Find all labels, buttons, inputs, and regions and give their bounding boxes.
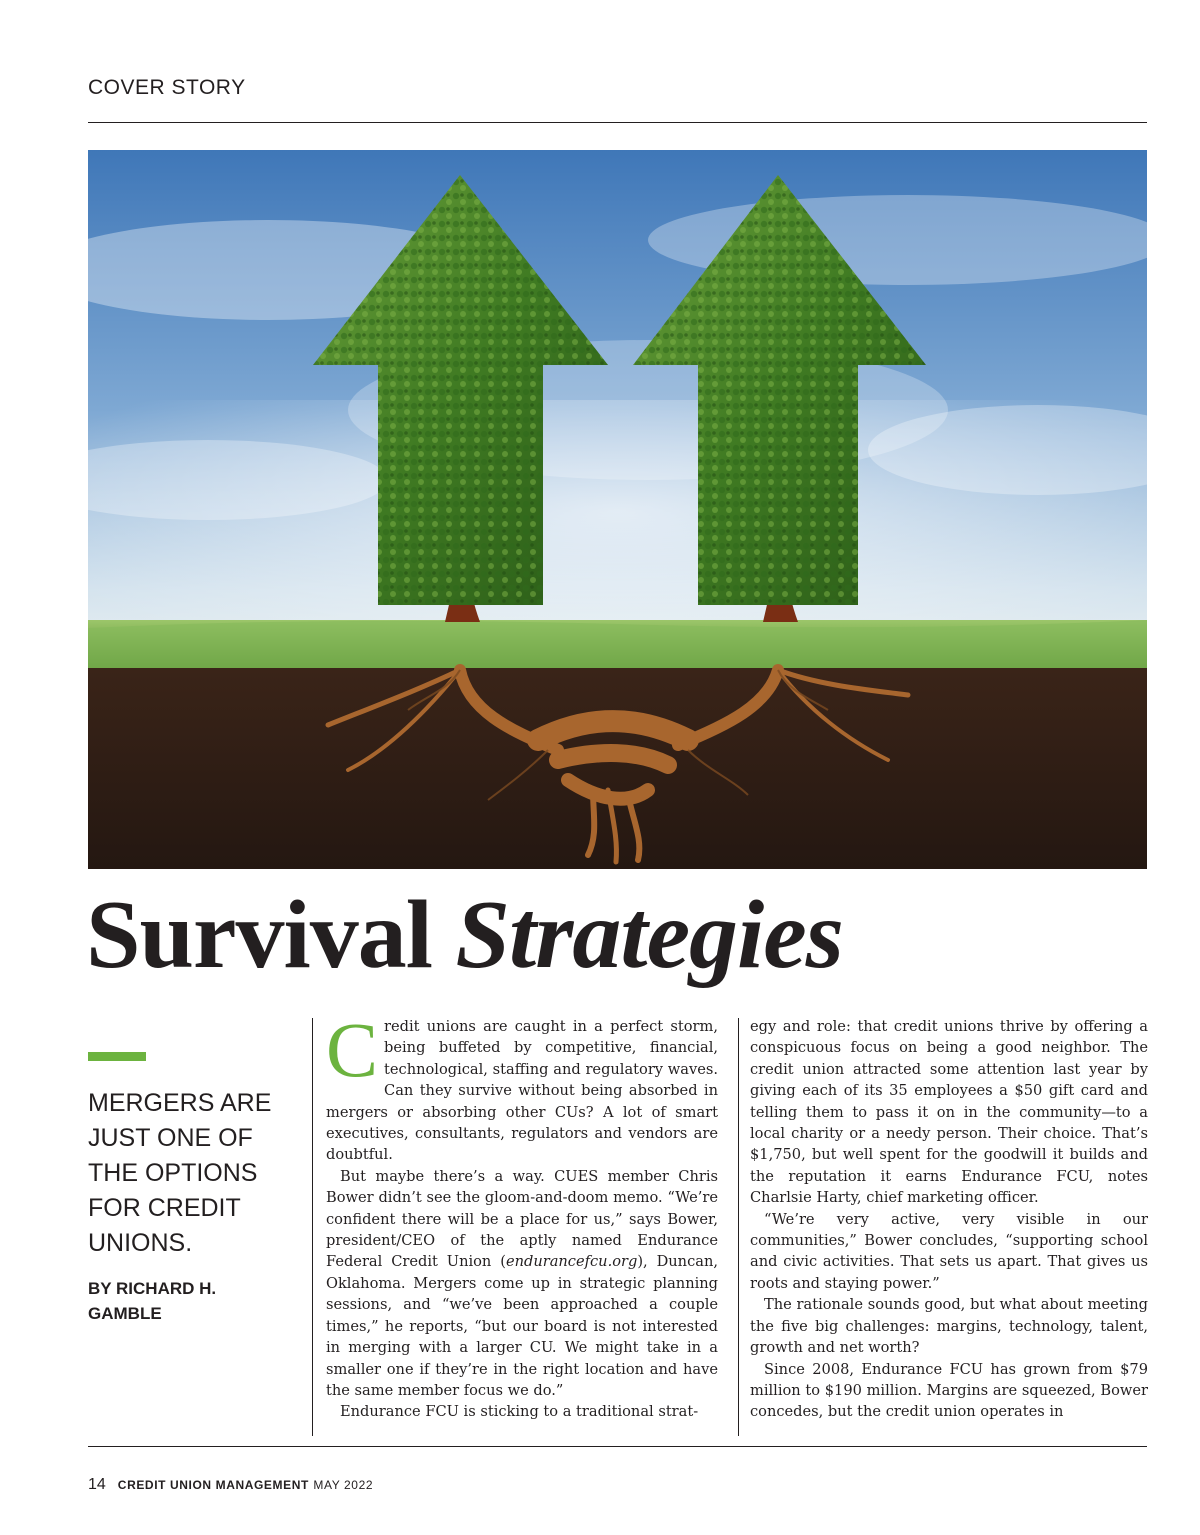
column-divider xyxy=(312,1018,313,1436)
headline xyxy=(86,882,843,990)
deck: MERGERS ARE JUST ONE OF THE OPTIONS FOR CREDIT UNIONS. xyxy=(88,1089,272,1257)
hero-image xyxy=(88,150,1147,869)
section-label: COVER STORY xyxy=(88,76,246,99)
paragraph-text: ), Duncan, Oklahoma. Mergers come up in strategic planning sessions, and “we’ve been approached a couple times,” he reports, “but our board is not interested in merging with a larger CU. We might take in a smaller one if they’re in the right location and have the same member focus we do.” xyxy=(326,1253,718,1399)
credit-union-url: endurancefcu.org xyxy=(505,1253,638,1271)
drop-cap: C xyxy=(326,1006,379,1093)
page-footer xyxy=(88,1476,373,1494)
paragraph: “We’re very active, very visible in our communities,” Bower concludes, “supporting school and civic activities. That sets us apart. That gives us roots and staying power.” xyxy=(750,1210,1148,1292)
article-column-1 xyxy=(326,1006,718,1423)
issue-date: MAY 2022 xyxy=(313,1478,374,1492)
paragraph xyxy=(326,1006,718,1166)
bottom-rule xyxy=(88,1446,1147,1447)
paragraph-text: redit unions are caught in a perfect storm, being buffeted by competitive, financial, technological, staffing and regulatory waves. Can they survive without being absorbed in mergers or absorbing other CUs? A lot of smart executives, consultants, regulators and vendors are doubtful. xyxy=(326,1018,718,1164)
paragraph: egy and role: that credit unions thrive by offering a conspicuous focus on being a good neighbor. The credit union attracted some attention last year by giving each of its 35 employees a $50 gift card and telling them to pass it on in the community—to a local charity or a needy person. Their choice. That’s $1,750, but well spent for the goodwill it builds and the reputation it earns Endurance FCU, notes Charlsie Harty, chief marketing officer. xyxy=(750,1018,1148,1207)
paragraph xyxy=(326,1166,718,1401)
paragraph: The rationale sounds good, but what about meeting the five big challenges: margins, technology, talent, growth and net worth? xyxy=(750,1296,1148,1357)
column-divider xyxy=(738,1018,739,1436)
page-number: 14 xyxy=(88,1476,106,1493)
paragraph-text: But maybe there’s a way. CUES member Chris Bower didn’t see the gloom-and-doom memo. “We’re confident there will be a place for us,” says Bower, president/CEO of the aptly named Endurance Federal Credit Union ( xyxy=(326,1167,718,1271)
publication-name: CREDIT UNION MANAGEMENT xyxy=(117,1478,309,1492)
top-rule xyxy=(88,122,1147,123)
accent-bar xyxy=(88,1052,146,1061)
byline: BY RICHARD H. GAMBLE xyxy=(88,1279,217,1323)
headline-italic: Strategies xyxy=(455,881,843,989)
headline-roman: Survival xyxy=(86,881,432,989)
paragraph: Endurance FCU is sticking to a traditional strat- xyxy=(340,1403,699,1421)
article-column-2 xyxy=(750,1016,1148,1423)
paragraph: Since 2008, Endurance FCU has grown from $79 million to $190 million. Margins are squeezed, Bower concedes, but the credit union operates in xyxy=(750,1360,1148,1421)
